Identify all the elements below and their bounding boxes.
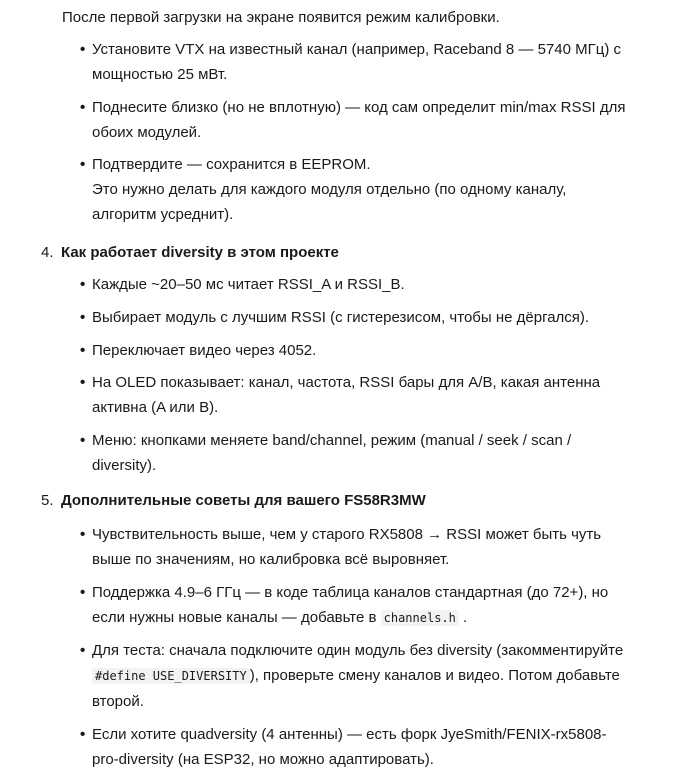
inline-text: если нужны новые каналы — добавьте в — [92, 609, 377, 626]
bullet-icon: • — [80, 99, 86, 116]
list-item-text: второй. — [92, 693, 144, 710]
intro-paragraph: После первой загрузки на экране появится режим калибровки. — [62, 9, 500, 26]
list-item-text — [92, 663, 650, 689]
list-item-text: Это нужно делать для каждого модуля отдельно (по одному каналу, — [92, 181, 567, 198]
section-title: Дополнительные советы для вашего FS58R3MW — [61, 492, 426, 509]
list-number: 4. — [41, 244, 54, 261]
list-item-text: Каждые ~20–50 мс читает RSSI_A и RSSI_B. — [92, 276, 405, 293]
list-item-text — [92, 605, 650, 631]
list-item-text: обоих модулей. — [92, 124, 202, 141]
list-item-text: Переключает видео через 4052. — [92, 342, 317, 359]
list-item-text: Установите VTX на известный канал (например, Raceband 8 — 5740 МГц) с — [92, 41, 621, 58]
bullet-icon: • — [80, 41, 86, 58]
list-item — [80, 37, 650, 87]
list-item — [80, 428, 650, 478]
bullet-icon: • — [80, 432, 86, 449]
list-item-text: Для теста: сначала подключите один модуль без diversity (закомментируйте — [92, 642, 624, 659]
list-item — [80, 152, 650, 227]
section-heading-4 — [41, 240, 339, 265]
list-item-text: pro-diversity (на ESP32, но можно адаптировать). — [92, 751, 434, 768]
list-item-text: Подтвердите — сохранится в EEPROM. — [92, 156, 371, 173]
list-item — [80, 338, 650, 363]
list-item-text: Поддержка 4.9–6 ГГц — в коде таблица каналов стандартная (до 72+), но — [92, 584, 609, 601]
list-item-text: Чувствительность выше, чем у старого RX5808 → RSSI может быть чуть — [92, 526, 602, 543]
list-item-text: мощностью 25 мВт. — [92, 66, 228, 83]
bullet-icon: • — [80, 584, 86, 601]
list-item — [80, 305, 650, 330]
list-item-text: активна (A или B). — [92, 399, 219, 416]
bullet-icon: • — [80, 156, 86, 173]
bullet-icon: • — [80, 276, 86, 293]
bullet-icon: • — [80, 726, 86, 743]
list-item — [80, 722, 650, 772]
list-item-text: Если хотите quadversity (4 антенны) — есть форк JyeSmith/FENIX-rx5808- — [92, 726, 607, 743]
inline-code: channels.h — [381, 610, 459, 626]
list-item-text: Поднесите близко (но не вплотную) — код сам определит min/max RSSI для — [92, 99, 626, 116]
list-item — [80, 272, 650, 297]
bullet-icon: • — [80, 309, 86, 326]
list-item — [80, 370, 650, 420]
list-item-text: diversity). — [92, 457, 157, 474]
list-item — [80, 638, 650, 714]
list-item-text: алгоритм усреднит). — [92, 206, 234, 223]
bullet-icon: • — [80, 526, 86, 543]
list-item-text: Меню: кнопками меняете band/channel, режим (manual / seek / scan / — [92, 432, 572, 449]
bullet-icon: • — [80, 642, 86, 659]
list-number: 5. — [41, 492, 54, 509]
list-item — [80, 580, 650, 631]
list-item — [80, 95, 650, 145]
bullet-icon: • — [80, 342, 86, 359]
section-heading-5 — [41, 488, 426, 513]
list-item — [80, 522, 650, 572]
list-item-text: выше по значениям, но калибровка всё выровняет. — [92, 551, 450, 568]
list-item-text: На OLED показывает: канал, частота, RSSI бары для A/B, какая антенна — [92, 374, 601, 391]
inline-text: . — [463, 609, 468, 626]
section-title: Как работает diversity в этом проекте — [61, 244, 339, 261]
list-item-text: Выбирает модуль с лучшим RSSI (с гистерезисом, чтобы не дёргался). — [92, 309, 590, 326]
inline-text: ), проверьте смену каналов и видео. Потом добавьте — [249, 667, 620, 684]
bullet-icon: • — [80, 374, 86, 391]
inline-code: #define USE_DIVERSITY — [92, 668, 250, 684]
